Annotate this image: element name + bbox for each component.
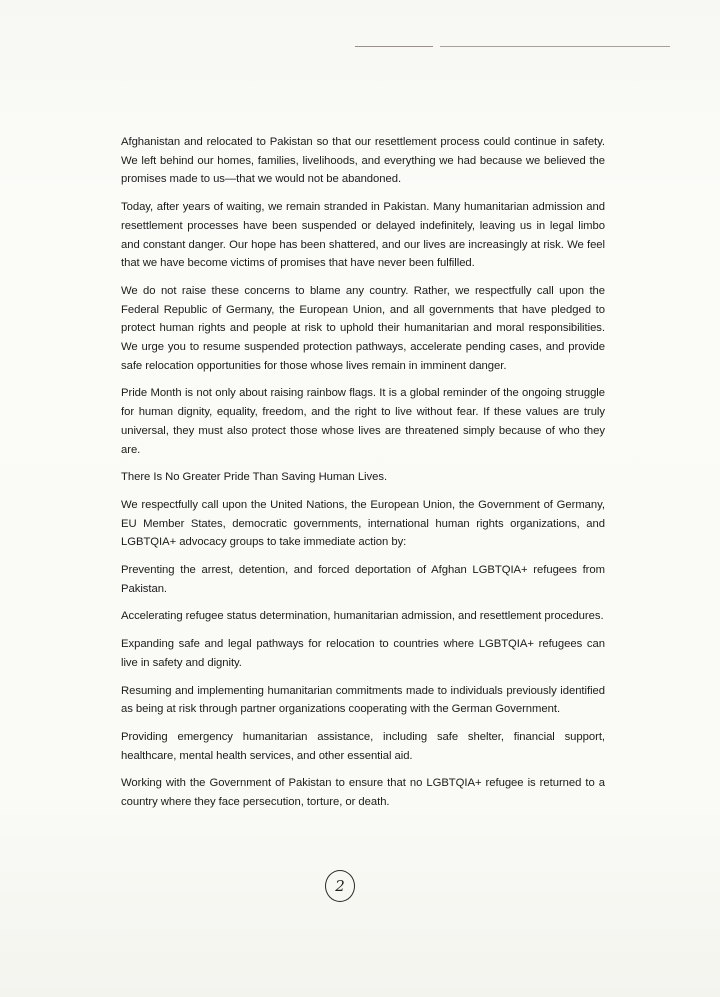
action-item: Preventing the arrest, detention, and forced deportation of Afghan LGBTQIA+ refugees from Pakistan. [121, 564, 605, 595]
paragraph-pride-month: Pride Month is not only about raising rainbow flags. It is a global reminder of the ongoing struggle for human dignity, equality, freedom, and the right to live without fear. If these values are truly universal, they must also protect those whose lives are threatened simply because of who they are. [121, 387, 605, 456]
letter-body [121, 133, 605, 821]
page-number: 2 [325, 870, 355, 902]
paragraph-stranded: Today, after years of waiting, we remain stranded in Pakistan. Many humanitarian admission and resettlement processes have been suspended or delayed indefinitely, leaving us in legal limbo and constant danger. Our hope has been shattered, and our lives are increasingly at risk. We feel that we have become victims of promises that have never been fulfilled. [121, 201, 605, 270]
paragraph-appeal: We do not raise these concerns to blame any country. Rather, we respectfully call upon the Federal Republic of Germany, the European Union, and all governments that have pledged to protect human rights and people at risk to uphold their humanitarian and moral responsibilities. We urge you to resume suspended protection pathways, accelerate pending cases, and provide safe relocation opportunities for those whose lives remain in imminent danger. [121, 284, 605, 372]
top-divider-line [440, 46, 670, 47]
action-item: Working with the Government of Pakistan to ensure that no LGBTQIA+ refugee is returned to a country where they face persecution, torture, or death. [121, 777, 605, 809]
paragraph-continuation: Afghanistan and relocated to Pakistan so that our resettlement process could continue in safety. We left behind our homes, families, livelihoods, and everything we had because we believed the promises made to us—that we would not be abandoned. [121, 136, 605, 186]
action-item: Expanding safe and legal pathways for relocation to countries where LGBTQIA+ refugees can live in safety and dignity. [121, 638, 605, 669]
action-item: Providing emergency humanitarian assistance, including safe shelter, financial support, healthcare, mental health services, and other essential aid. [121, 730, 605, 762]
top-divider-line [355, 46, 433, 47]
paragraph-call-to-action: We respectfully call upon the United Nations, the European Union, the Government of Germany, EU Member States, democratic governments, international human rights organizations, and LGBTQIA+ advocacy groups to take immediate action by: [121, 498, 605, 549]
action-item: Accelerating refugee status determination, humanitarian admission, and resettlement procedures. [121, 610, 604, 623]
paragraph-slogan: There Is No Greater Pride Than Saving Human Lives. [121, 471, 388, 484]
action-item: Resuming and implementing humanitarian commitments made to individuals previously identified as being at risk through partner organizations cooperating with the German Government. [121, 684, 605, 716]
